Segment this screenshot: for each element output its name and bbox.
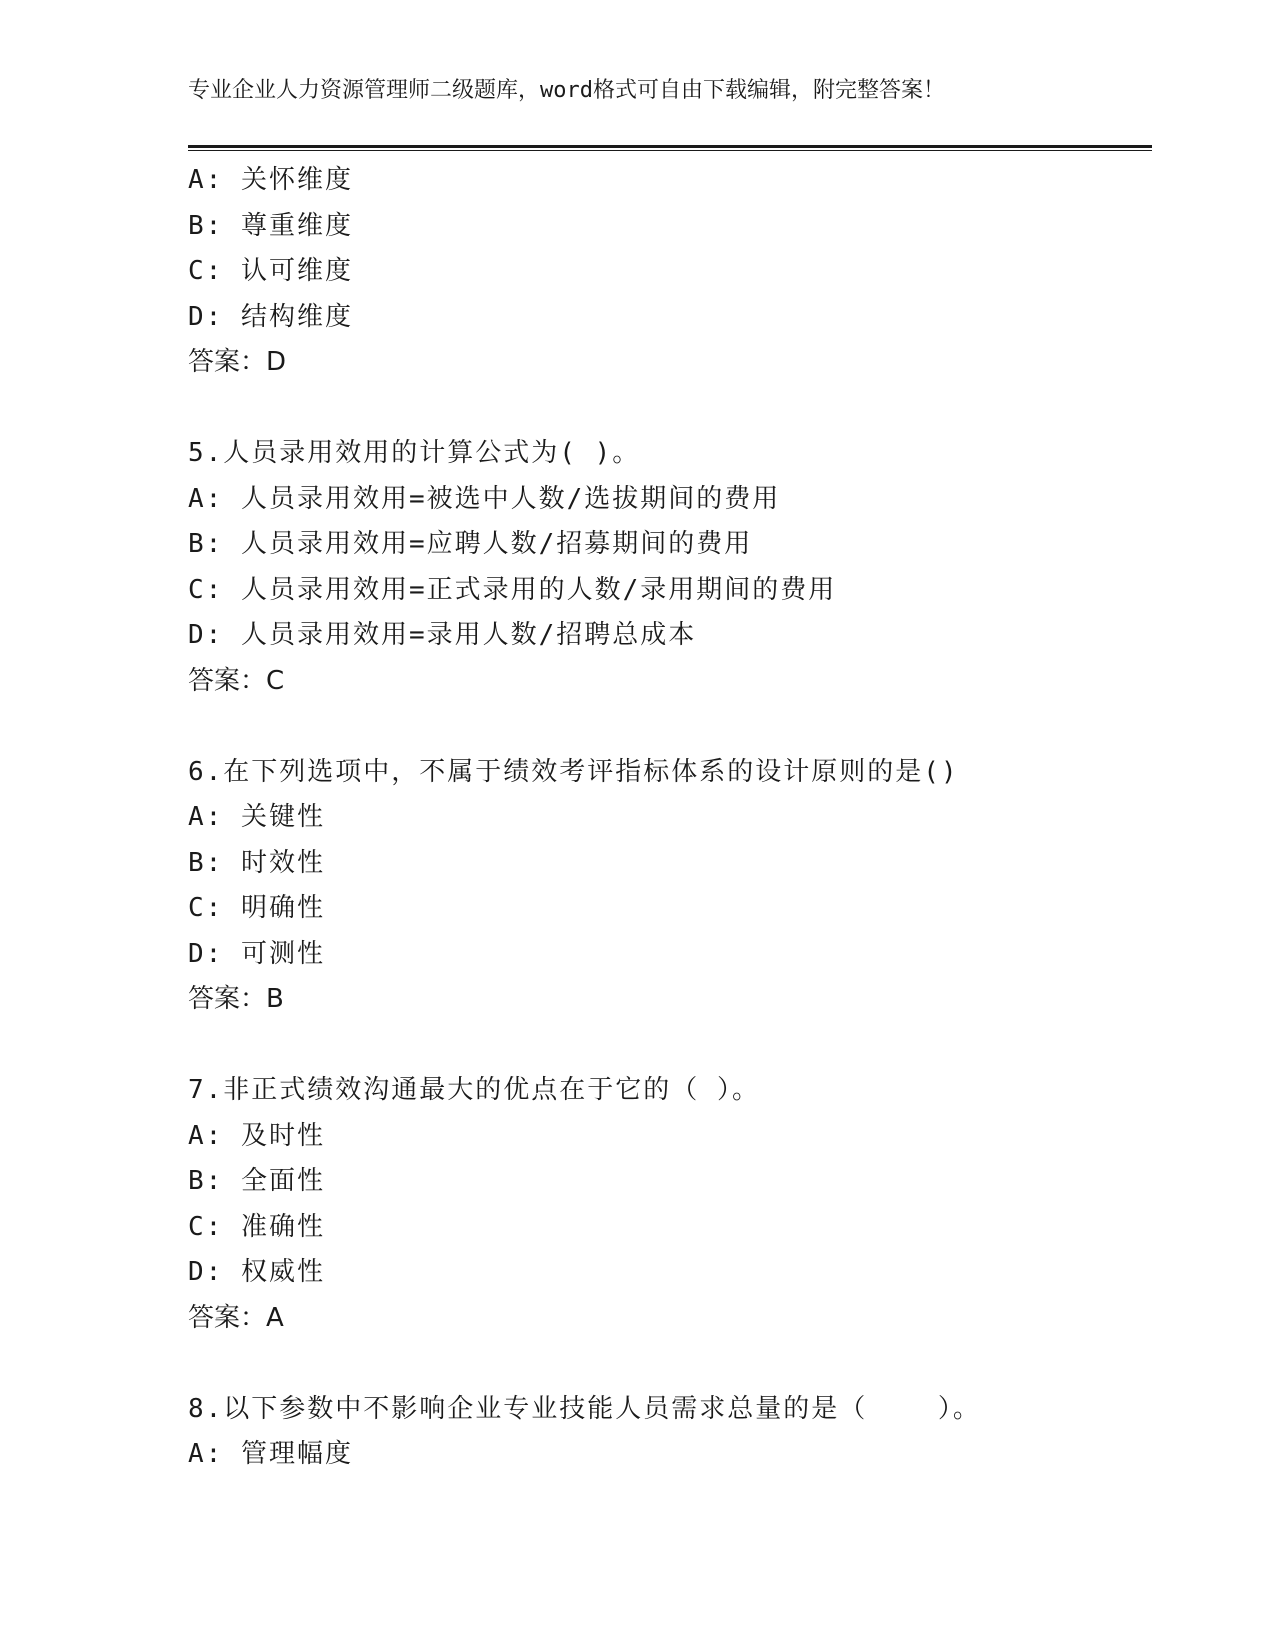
option-a: A: 及时性 [188,1120,325,1151]
option-a: A: 管理幅度 [188,1439,353,1469]
option-d: D: 可测性 [188,938,325,969]
option-b: B: 人员录用效用=应聘人数/招募期间的费用 [188,529,753,559]
option-c: C: 人员录用效用=正式录用的人数/录用期间的费用 [188,574,837,605]
question-list [188,158,1152,1478]
option-d: D: 人员录用效用=录用人数/招聘总成本 [188,620,697,650]
option-c: C: 认可维度 [188,256,353,286]
option-c: C: 明确性 [188,893,325,923]
answer-line: 答案：A [188,1302,284,1333]
question-block-5 [188,431,1152,704]
header-rule-thick [188,145,1152,148]
option-d: D: 权威性 [188,1257,325,1287]
question-block-8 [188,1387,1152,1478]
option-b: B: 尊重维度 [188,210,353,241]
option-c: C: 准确性 [188,1211,325,1242]
question-title: 8.以下参数中不影响企业专业技能人员需求总量的是（ ）。 [188,1393,981,1424]
option-a: A: 人员录用效用=被选中人数/选拔期间的费用 [188,483,781,514]
question-title: 6.在下列选项中，不属于绩效考评指标体系的设计原则的是() [188,756,959,787]
question-block-4 [188,158,1152,386]
question-block-6 [188,750,1152,1023]
answer-line: 答案：D [188,347,287,377]
question-title: 7.非正式绩效沟通最大的优点在于它的（ ）。 [188,1075,760,1105]
answer-line: 答案：C [188,665,285,696]
question-title: 5.人员录用效用的计算公式为( )。 [188,438,641,468]
option-a: A: 关怀维度 [188,165,353,195]
option-a: A: 关键性 [188,802,325,832]
question-block-7 [188,1068,1152,1341]
page-header: 专业企业人力资源管理师二级题库，word格式可自由下载编辑，附完整答案！ [188,78,945,103]
option-b: B: 全面性 [188,1166,325,1196]
option-d: D: 结构维度 [188,301,353,332]
header-rule-thin [188,150,1152,151]
option-b: B: 时效性 [188,847,325,878]
answer-line: 答案：B [188,984,284,1014]
